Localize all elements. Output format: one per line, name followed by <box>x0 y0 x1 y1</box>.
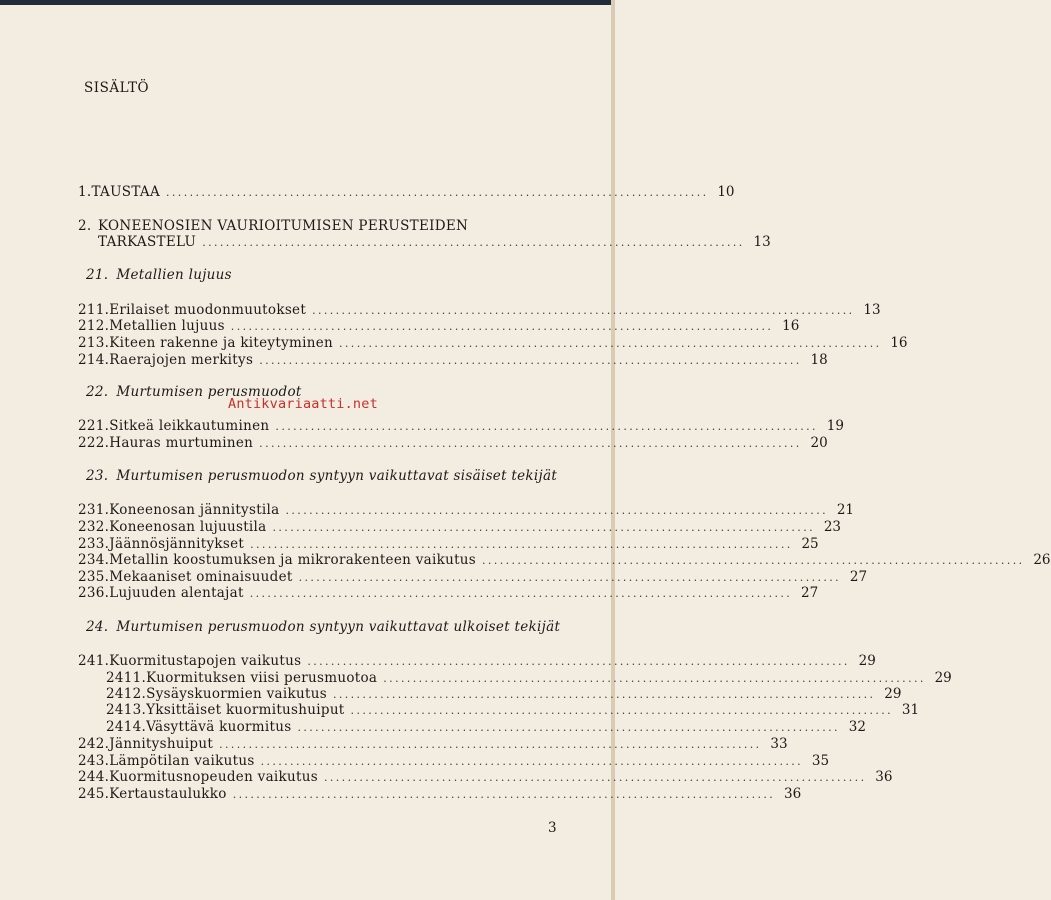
entry-label: Raerajojen merkitys <box>109 352 254 368</box>
entry-number: 212. <box>78 318 110 334</box>
entry-number: 241. <box>78 653 110 669</box>
leader-dots: ............................................................................................ <box>250 538 793 551</box>
entry-number: 231. <box>78 502 110 518</box>
entry-label: KONEENOSIEN VAURIOITUMISEN PERUSTEIDEN <box>98 218 469 234</box>
entry-page: 35 <box>811 753 830 769</box>
section-heading-21 <box>86 267 232 283</box>
entry-page: 16 <box>890 335 908 351</box>
toc-entry-232 <box>78 519 841 536</box>
entry-number: 222. <box>78 435 110 451</box>
entry-label: Koneenosan jännitystila <box>109 502 280 518</box>
toc-entry-2411 <box>78 670 952 687</box>
leader-dots: ............................................................................................ <box>219 738 762 751</box>
toc-entry-245 <box>78 786 802 803</box>
entry-page: 36 <box>784 786 802 802</box>
leader-dots: ............................................................................................ <box>230 320 774 333</box>
entry-number: 2413. <box>106 702 147 718</box>
section-number: 22. <box>86 384 109 400</box>
section-label: Murtumisen perusmuodot <box>116 384 302 400</box>
toc-entry-243 <box>78 753 830 770</box>
entry-page: 13 <box>863 302 881 318</box>
entry-page: 27 <box>849 569 868 585</box>
entry-page: 18 <box>810 352 828 368</box>
leader-dots: ............................................................................................ <box>259 437 802 450</box>
entry-label: Erilaiset muodonmuutokset <box>109 302 307 318</box>
entry-number: 2412. <box>106 686 147 702</box>
page-number: 3 <box>548 820 557 836</box>
toc-entry-212 <box>78 318 800 335</box>
entry-page: 29 <box>884 686 902 702</box>
watermark-text: Antikvariaatti.net <box>228 396 378 412</box>
leader-dots: ............................................................................................ <box>482 554 1025 567</box>
section-heading-24 <box>86 619 560 635</box>
entry-label: Väsyttävä kuormitus <box>146 719 292 735</box>
entry-number: 243. <box>78 753 110 769</box>
entry-label: Kertaustaulukko <box>109 786 227 802</box>
leader-dots: ............................................................................................ <box>166 186 709 199</box>
toc-entry-2 <box>78 218 771 251</box>
leader-dots: ............................................................................................ <box>307 655 850 668</box>
entry-label: Kuormitusnopeuden vaikutus <box>109 769 318 785</box>
leader-dots: ............................................................................................ <box>275 420 818 433</box>
entry-label: Kiteen rakenne ja kiteytyminen <box>109 335 334 351</box>
entry-label: Yksittäiset kuormitushuiput <box>146 702 345 718</box>
toc-entry-2413 <box>78 702 920 719</box>
leader-dots: ............................................................................................ <box>260 755 804 768</box>
toc-entry-2414 <box>78 719 866 736</box>
toc-entry-244 <box>78 769 893 786</box>
leader-dots: ............................................................................................ <box>339 337 882 350</box>
page-title: SISÄLTÖ <box>84 80 150 96</box>
section-number: 23. <box>86 468 109 484</box>
entry-page: 16 <box>782 318 800 334</box>
entry-label: Sysäyskuormien vaikutus <box>146 686 327 702</box>
toc-entry-222 <box>78 435 828 452</box>
leader-dots: ............................................................................................ <box>232 788 776 801</box>
entry-number: 214. <box>78 352 110 368</box>
toc-entry-234 <box>78 552 1051 569</box>
toc-entry-2412 <box>78 686 902 703</box>
leader-dots: ............................................................................................ <box>332 688 876 701</box>
leader-dots: ............................................................................................ <box>272 521 815 534</box>
entry-label: Metallien lujuus <box>109 318 225 334</box>
entry-number: 242. <box>78 736 110 752</box>
entry-page: 32 <box>848 719 866 735</box>
entry-number: 213. <box>78 335 110 351</box>
entry-page: 13 <box>753 234 771 250</box>
entry-number: 1. <box>78 184 92 200</box>
entry-label: TAUSTAA <box>91 184 160 200</box>
leader-dots: ............................................................................................ <box>285 504 829 517</box>
entry-page: 23 <box>823 519 841 535</box>
toc-entry-1 <box>78 184 735 201</box>
entry-number: 232. <box>78 519 110 535</box>
entry-page: 29 <box>858 653 876 669</box>
leader-dots: ............................................................................................ <box>383 672 926 685</box>
toc-entry-221 <box>78 418 844 435</box>
entry-page: 10 <box>717 184 735 200</box>
entry-number: 233. <box>78 536 110 552</box>
entry-number: 2414. <box>106 719 147 735</box>
entry-page: 19 <box>826 418 844 434</box>
toc-entry-236 <box>78 585 819 602</box>
entry-label: Jännityshuiput <box>109 736 214 752</box>
entry-number: 2. <box>78 218 92 234</box>
toc-entry-242 <box>78 736 788 753</box>
toc-entry-213 <box>78 335 908 352</box>
entry-page: 36 <box>875 769 893 785</box>
leader-dots: ............................................................................................ <box>350 704 894 717</box>
leader-dots: ............................................................................................ <box>298 571 842 584</box>
entry-page: 33 <box>770 736 788 752</box>
entry-label-continued: TARKASTELU <box>98 234 197 250</box>
entry-label: Hauras murtuminen <box>109 435 254 451</box>
toc-entry-233 <box>78 536 819 553</box>
entry-number: 2411. <box>106 670 147 686</box>
leader-dots: ............................................................................................ <box>249 587 793 600</box>
section-label: Murtumisen perusmuodon syntyyn vaikuttavat sisäiset tekijät <box>116 468 558 484</box>
section-label: Murtumisen perusmuodon syntyyn vaikuttavat ulkoiset tekijät <box>116 619 561 635</box>
leader-dots: ............................................................................................ <box>312 304 855 317</box>
entry-label: Mekaaniset ominaisuudet <box>109 569 293 585</box>
entry-label: Lujuuden alentajat <box>109 585 244 601</box>
leader-dots: ............................................................................................ <box>323 771 867 784</box>
toc-entry-235 <box>78 569 868 586</box>
entry-label: Kuormituksen viisi perusmuotoa <box>146 670 378 686</box>
entry-number: 211. <box>78 302 110 318</box>
leader-dots: ............................................................................................ <box>259 354 802 367</box>
entry-page: 20 <box>810 435 828 451</box>
top-border <box>0 0 615 5</box>
section-heading-23 <box>86 468 557 484</box>
entry-page: 27 <box>801 585 819 601</box>
entry-number: 221. <box>78 418 110 434</box>
section-label: Metallien lujuus <box>116 267 232 283</box>
entry-label: Koneenosan lujuustila <box>109 519 267 535</box>
entry-page: 21 <box>836 502 855 518</box>
leader-dots: ............................................................................................ <box>297 721 840 734</box>
entry-page: 26 <box>1033 552 1051 568</box>
entry-number: 245. <box>78 786 110 802</box>
toc-entry-241 <box>78 653 876 670</box>
toc-entry-211 <box>78 302 881 319</box>
toc-entry-231 <box>78 502 855 519</box>
entry-number: 236. <box>78 585 110 601</box>
entry-label: Metallin koostumuksen ja mikrorakenteen vaikutus <box>109 552 477 568</box>
entry-label: Jäännösjännitykset <box>109 536 245 552</box>
entry-page: 25 <box>801 536 819 552</box>
entry-number: 244. <box>78 769 110 785</box>
section-number: 21. <box>86 267 109 283</box>
entry-label: Kuormitustapojen vaikutus <box>109 653 302 669</box>
entry-number: 234. <box>78 552 110 568</box>
entry-label: Lämpötilan vaikutus <box>109 753 255 769</box>
entry-page: 31 <box>901 702 920 718</box>
entry-page: 29 <box>934 670 952 686</box>
entry-label: Sitkeä leikkautuminen <box>109 418 270 434</box>
entry-number: 235. <box>78 569 110 585</box>
leader-dots: ............................................................................................ <box>202 236 745 249</box>
toc-entry-214 <box>78 352 828 369</box>
section-number: 24. <box>86 619 109 635</box>
